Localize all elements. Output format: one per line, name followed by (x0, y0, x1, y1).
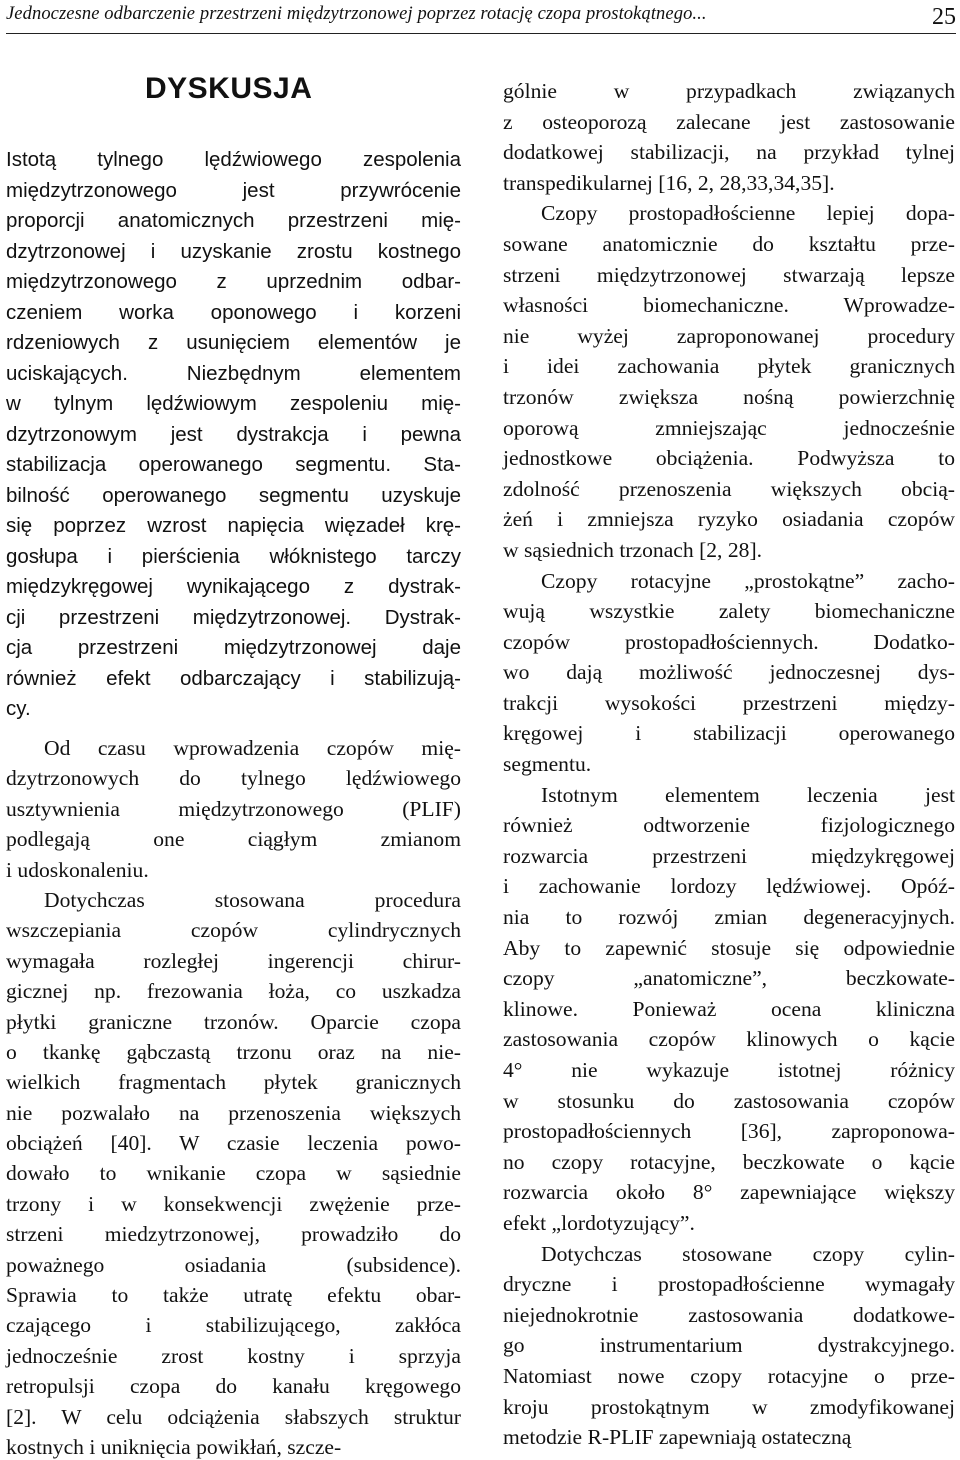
text-line: Istotnym elementem leczenia jest (541, 782, 955, 807)
text-line: kroju prostokątnym w zmodyfikowanej (503, 1394, 955, 1419)
text-line: sowane anatomicznie do kształtu prze- (503, 231, 955, 256)
text-line: retropulsji czopa do kanału kręgowego (6, 1374, 461, 1399)
text-line: rdzeniowych z usunięciem elementów je (6, 331, 461, 354)
text-line: wymagała rozległej ingerencji chirur- (6, 948, 461, 973)
text-line: Istotą tylnego lędźwiowego zespolenia (6, 148, 461, 171)
text-line: się poprzez wzrost napięcia więzadeł krę- (6, 514, 461, 537)
text-line: Natomiast nowe czopy rotacyjne o prze- (503, 1363, 955, 1388)
running-header-title: Jednoczesne odbarczenie przestrzeni międzytrzonowej poprzez rotację czopa prostokątnego... (6, 4, 707, 24)
text-line: nie wyżej zaproponowanej procedury (503, 323, 955, 348)
text-line: płytki graniczne trzonów. Oparcie czopa (6, 1009, 461, 1034)
text-line: poważnego osiadania (subsidence). (6, 1252, 461, 1277)
left-column-serif (6, 733, 461, 1460)
text-line: czopów prostopadłościennych. Dodatko- (503, 629, 955, 654)
text-line: klinowe. Ponieważ ocena kliniczna (503, 996, 955, 1021)
text-line: gicznej np. frezowania łoża, co uszkadza (6, 979, 461, 1004)
text-line: segmentu. (503, 752, 592, 777)
text-line: metodzie R-PLIF zapewniają ostateczną (503, 1425, 852, 1450)
text-line: czeniem worka oponowego i korzeni (6, 300, 461, 324)
text-line: nia to rozwój zmian degeneracyjnych. (503, 905, 955, 930)
text-line: strzeni miedzytrzonowej, prowadziło do (6, 1222, 461, 1247)
text-line: uciskających. Niezbędnym elementem (6, 361, 461, 385)
text-line: rozwarcia przestrzeni międzykręgowej (503, 843, 955, 868)
text-line: transpedikularnej [16, 2, 28,33,34,35]. (503, 170, 835, 195)
text-line: dzytrzonowym jest dystrakcja i pewna (6, 422, 461, 446)
text-line: dryczne i prostopadłościenne wymagały (503, 1272, 955, 1297)
text-line: Aby to zapewnić stosuje się odpowiednie (503, 935, 955, 960)
text-line: oporową zmniejszając jednocześnie (503, 415, 955, 440)
running-header (6, 0, 956, 34)
text-line: podlegają one ciągłym zmianom (6, 827, 461, 852)
text-line: trzony i w konsekwencji zwężenie prze- (6, 1191, 461, 1216)
text-line: czającego i stabilizującego, zakłóca (6, 1313, 461, 1338)
text-line: gosłupa i pierścienia włóknistego tarczy (6, 544, 461, 568)
text-line: międzykręgowej wynikającego z dystrak- (6, 575, 461, 598)
text-line: dzytrzonowej i uzyskanie zrostu kostnego (6, 239, 461, 263)
left-column-sans (6, 145, 461, 725)
text-line: obciążeń [40]. W czasie leczenia powo- (6, 1131, 461, 1156)
text-line: no czopy rotacyjne, beczkowate o kącie (503, 1149, 955, 1174)
text-line: również odtworzenie fizjologicznego (503, 813, 955, 838)
text-line: cji przestrzeni międzytrzonowej. Dystrak- (6, 605, 461, 629)
text-line: dowało to wnikanie czopa w sąsiednie (6, 1161, 461, 1186)
text-line: jednostkowe obciążenia. Podwyższa to (503, 446, 955, 471)
text-line: strzeni międzytrzonowej stwarzają lepsze (503, 262, 955, 287)
text-line: własności biomechaniczne. Wprowadze- (503, 293, 955, 318)
page-number: 25 (932, 4, 956, 30)
text-line: usztywnienia międzytrzonowego (PLIF) (6, 796, 461, 821)
text-line: o tkankę gąbczastą trzonu oraz na nie- (6, 1039, 461, 1064)
text-line: Dotychczas stosowana procedura (44, 887, 461, 912)
text-line: również efekt odbarczający i stabilizują- (6, 666, 461, 690)
text-line: i udoskonaleniu. (6, 857, 149, 882)
text-line: i zachowanie lordozy lędźwiowej. Opóź- (503, 874, 955, 899)
text-line: 4° nie wykazuje istotnej różnicy (503, 1058, 955, 1082)
text-line: trzonów zwiększa nośną powierzchnię (503, 384, 955, 409)
text-line: i idei zachowania płytek granicznych (503, 354, 955, 379)
text-line: Czopy rotacyjne „prostokątne” zacho- (541, 568, 955, 593)
text-line: wo dają możliwość jednoczesnej dys- (503, 660, 955, 685)
text-line: Sprawia to także utratę efektu obar- (6, 1283, 461, 1308)
text-line: Dotychczas stosowane czopy cylin- (541, 1241, 955, 1266)
text-line: jednocześnie zrost kostny i sprzyja (6, 1343, 461, 1368)
text-line: cja przestrzeni międzytrzonowej daje (6, 636, 461, 659)
text-line: w tylnym lędźwiowym zespoleniu mię- (6, 392, 461, 415)
text-line: zastosowania czopów klinowych o kącie (503, 1027, 955, 1052)
text-line: czopy „anatomiczne”, beczkowate- (503, 966, 955, 991)
text-line: niejednokrotnie zastosowania dodatkowe- (503, 1302, 955, 1327)
text-line: wują wszystkie zalety biomechaniczne (503, 599, 955, 624)
text-line: w sąsiednich trzonach [2, 28]. (503, 537, 763, 562)
text-line: proporcji anatomicznych przestrzeni mię- (6, 209, 461, 232)
text-line: [2]. W celu odciążenia słabszych struktur (6, 1404, 461, 1429)
text-line: Czopy prostopadłościenne lepiej dopa- (541, 201, 955, 226)
text-line: nie pozwalało na przenoszenia większych (6, 1100, 461, 1125)
text-line: rozwarcia około 8° zapewniające większy (503, 1180, 955, 1205)
text-line: żeń i zmniejsza ryzyko osiadania czopów (503, 507, 955, 532)
text-line: prostopadłościennych [36], zaproponowa- (503, 1119, 955, 1144)
text-line: stabilizacja operowanego segmentu. Sta- (6, 453, 461, 476)
text-line: efekt „lordotyzujący”. (503, 1210, 695, 1235)
text-line: w stosunku do zastosowania czopów (503, 1088, 955, 1113)
text-line: cy. (6, 697, 31, 720)
text-line: międzytrzonowego jest przywrócenie (6, 178, 461, 202)
text-line: wielkich fragmentach płytek granicznych (6, 1070, 461, 1095)
text-line: trakcji wysokości przestrzeni między- (503, 690, 955, 715)
text-line: z osteoporozą zalecane jest zastosowanie (503, 109, 955, 134)
text-line: międzytrzonowego z uprzednim odbar- (6, 270, 461, 293)
text-line: dodatkowej stabilizacji, na przykład tylnej (503, 140, 955, 165)
text-line: dzytrzonowych do tylnego lędźwiowego (6, 766, 461, 791)
section-heading: DYSKUSJA (145, 72, 313, 105)
text-line: gólnie w przypadkach związanych (503, 79, 955, 103)
text-line: Od czasu wprowadzenia czopów mię- (44, 736, 461, 760)
text-line: kostnych i uniknięcia powikłań, szcze- (6, 1434, 342, 1459)
text-line: wszczepiania czopów cylindrycznych (6, 918, 461, 943)
text-line: bilność operowanego segmentu uzyskuje (6, 483, 461, 507)
text-line: kręgowej i stabilizacji operowanego (503, 721, 955, 746)
text-line: zdolność przenoszenia większych obcią- (503, 476, 955, 501)
text-line: go instrumentarium dystrakcyjnego. (503, 1333, 955, 1358)
right-column (503, 76, 955, 1453)
